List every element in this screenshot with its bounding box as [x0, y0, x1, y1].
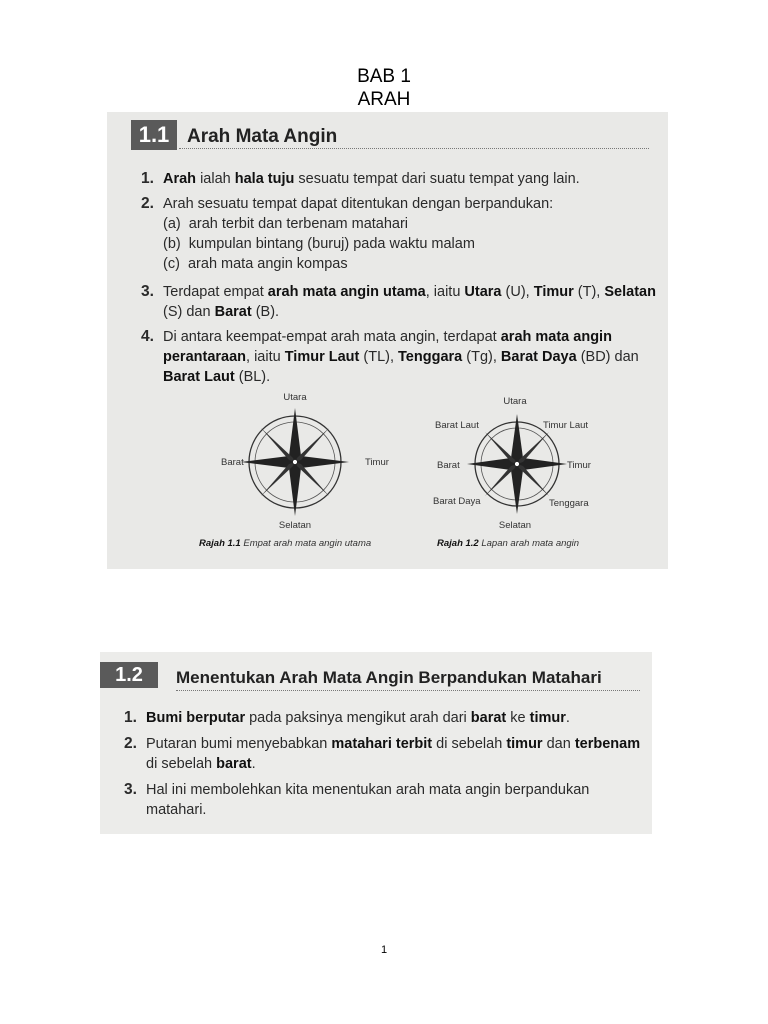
- section-title: Arah Mata Angin: [187, 126, 338, 147]
- label-north: Utara: [503, 396, 527, 407]
- list-item: 3. Terdapat empat arah mata angin utama, iaitu Utara (U), Timur (T), Selatan (S) dan Barat (B).: [141, 283, 656, 320]
- label-northeast: Timur Laut: [543, 420, 589, 431]
- list-item-text: Arah sesuatu tempat dapat ditentukan dengan berpandukan:: [163, 196, 554, 212]
- sub-list-item: (b) kumpulan bintang (buruj) pada waktu malam: [163, 236, 475, 252]
- compass-figure-four-directions: [197, 390, 427, 536]
- compass-figure-eight-directions: [429, 394, 629, 540]
- list-item-text: Bumi berputar pada paksinya mengikut arah dari barat ke timur.: [146, 710, 570, 726]
- heading-divider: [176, 690, 640, 691]
- figure-caption: Rajah 1.1 Empat arah mata angin utama: [199, 538, 372, 549]
- list-item: 2. Putaran bumi menyebabkan matahari terbit di sebelah timur dan terbenam di sebelah barat.: [124, 734, 648, 774]
- section-title: Menentukan Arah Mata Angin Berpandukan Matahari: [176, 668, 602, 687]
- list-item: 3. Hal ini membolehkan kita menentukan arah mata angin berpandukan matahari.: [124, 780, 648, 820]
- label-west: Barat: [437, 460, 460, 471]
- figure-caption: Rajah 1.2 Lapan arah mata angin: [437, 538, 580, 549]
- chapter-label: BAB 1: [357, 66, 411, 87]
- list-item: 2. Arah sesuatu tempat dapat ditentukan dengan berpandukan:: [141, 194, 661, 214]
- textbook-scan-section-1-2: [100, 652, 652, 834]
- heading-divider: [179, 148, 649, 149]
- section-number-badge: 1.2: [100, 662, 158, 688]
- label-east: Timur: [365, 457, 389, 468]
- list-item-text: Di antara keempat-empat arah mata angin, terdapat arah mata angin perantaraan, iaitu Timur Laut (TL), Tenggara (Tg), Barat Daya (BD) dan Barat Laut (BL).: [163, 329, 639, 385]
- chapter-title: ARAH: [357, 89, 411, 110]
- compass-rose-icon: [241, 408, 349, 516]
- section-heading: [100, 662, 602, 688]
- list-item: 1. Bumi berputar pada paksinya mengikut arah dari barat ke timur.: [124, 708, 648, 728]
- sub-list-item: (a) arah terbit dan terbenam matahari: [163, 216, 409, 232]
- page-number: 1: [380, 944, 388, 956]
- list-item-text: Putaran bumi menyebabkan matahari terbit di sebelah timur dan terbenam di sebelah barat.: [146, 736, 641, 772]
- list-item-text: Hal ini membolehkan kita menentukan arah mata angin berpandukan matahari.: [146, 782, 590, 818]
- label-southeast: Tenggara: [549, 498, 589, 509]
- label-south: Selatan: [278, 520, 312, 531]
- list-item-text: Terdapat empat arah mata angin utama, iaitu Utara (U), Timur (T), Selatan (S) dan Barat (B).: [163, 284, 656, 320]
- label-west: Barat: [221, 457, 244, 468]
- section-number-badge: 1.1: [131, 120, 177, 150]
- section-heading: [131, 120, 337, 150]
- label-south: Selatan: [498, 520, 532, 531]
- label-east: Timur: [567, 460, 591, 471]
- sub-list-item: (c) arah mata angin kompas: [163, 256, 348, 272]
- list-item-text: Arah ialah hala tuju sesuatu tempat dari suatu tempat yang lain.: [163, 171, 580, 187]
- label-southwest: Barat Daya: [433, 496, 481, 507]
- label-north: Utara: [283, 392, 307, 403]
- list-item: 4. Di antara keempat-empat arah mata angin, terdapat arah mata angin perantaraan, iaitu Timur Laut (TL), Tenggara (Tg), Barat Daya (BD) dan Barat Laut (BL).: [141, 327, 657, 387]
- label-northwest: Barat Laut: [435, 420, 479, 431]
- list-item: 1. Arah ialah hala tuju sesuatu tempat dari suatu tempat yang lain.: [141, 169, 661, 189]
- textbook-scan-section-1-1: [107, 112, 668, 569]
